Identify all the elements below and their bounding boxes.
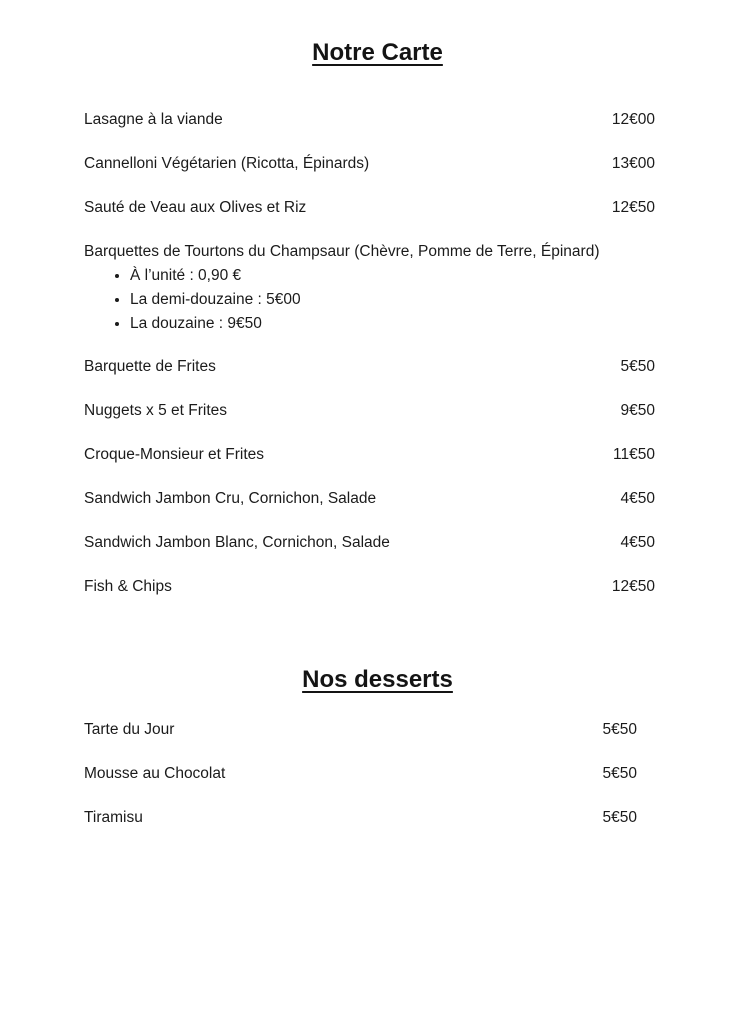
menu-item-label: Fish & Chips [84, 578, 172, 595]
menu-item-label: Tiramisu [84, 809, 143, 826]
menu-item-price: 4€50 [620, 534, 655, 551]
menu-item-label: Barquette de Frites [84, 358, 216, 375]
menu-item-cannelloni [84, 154, 655, 174]
menu-list-desserts [0, 720, 755, 828]
menu-list-main [0, 110, 755, 597]
menu-item-price: 4€50 [620, 490, 655, 507]
menu-item-price: 5€50 [620, 358, 655, 375]
menu-item-label: Mousse au Chocolat [84, 765, 226, 782]
menu-item-label: Sauté de Veau aux Olives et Riz [84, 199, 307, 216]
menu-item-sandwich-cru [84, 489, 655, 509]
menu-item-label: Nuggets x 5 et Frites [84, 402, 228, 419]
menu-item-price: 11€50 [613, 446, 655, 463]
menu-item-tiramisu [84, 808, 637, 828]
menu-item-price: 9€50 [620, 402, 655, 419]
menu-item-label: Lasagne à la viande [84, 111, 223, 128]
menu-item-label: Croque-Monsieur et Frites [84, 446, 265, 463]
menu-item-price: 5€50 [602, 765, 637, 782]
menu-item-label: Barquettes de Tourtons du Champsaur (Chèvre, Pomme de Terre, Épinard) [84, 243, 600, 260]
menu-item-saute-veau [84, 198, 655, 218]
menu-item-tourtons [84, 242, 655, 262]
tourtons-option-demi-douzaine: • La demi-douzaine : 5€00 [130, 288, 655, 312]
menu-item-fish-chips [84, 577, 655, 597]
section-title-main: Notre Carte [312, 39, 443, 66]
menu-item-price: 5€50 [602, 809, 637, 826]
menu-item-price: 12€50 [611, 578, 655, 595]
menu-item-sandwich-blanc [84, 533, 655, 553]
menu-item-nuggets [84, 401, 655, 421]
menu-item-lasagne [84, 110, 655, 130]
menu-item-price: 12€50 [611, 199, 655, 216]
menu-item-tarte [84, 720, 637, 740]
menu-item-price: 12€00 [611, 111, 655, 128]
menu-item-label: Sandwich Jambon Blanc, Cornichon, Salade [84, 534, 390, 551]
menu-item-barquette-frites [84, 357, 655, 377]
tourtons-options-list [84, 264, 655, 336]
menu-item-label: Sandwich Jambon Cru, Cornichon, Salade [84, 490, 377, 507]
menu-item-price: 5€50 [602, 721, 637, 738]
tourtons-option-unite: • À l’unité : 0,90 € [130, 264, 655, 288]
menu-item-mousse [84, 764, 637, 784]
menu-item-croque-monsieur [84, 445, 655, 465]
menu-item-price: 13€00 [611, 155, 655, 172]
tourtons-option-douzaine: • La douzaine : 9€50 [130, 312, 655, 336]
menu-item-label: Cannelloni Végétarien (Ricotta, Épinards) [84, 155, 370, 172]
section-title-desserts: Nos desserts [302, 666, 453, 693]
menu-item-label: Tarte du Jour [84, 721, 175, 738]
